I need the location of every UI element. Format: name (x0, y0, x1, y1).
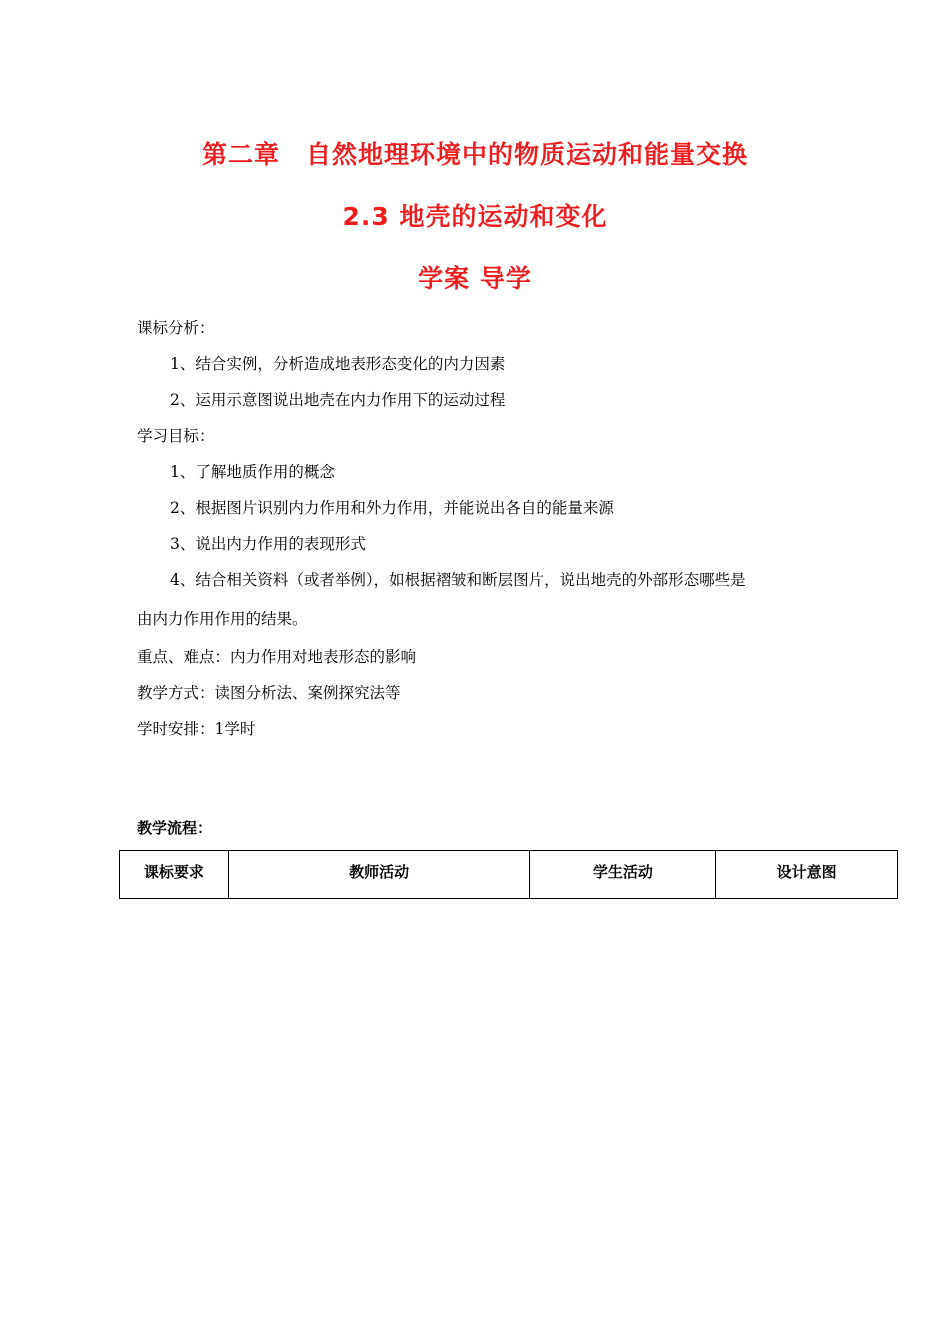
header-design-intent: 设计意图 (716, 851, 898, 899)
teaching-method: 教学方式：读图分析法、案例探究法等 (137, 684, 401, 702)
key-points: 重点、难点：内力作用对地表形态的影响 (137, 648, 417, 666)
subtitle: 学案 导学 (418, 264, 532, 293)
standards-heading: 课标分析： (137, 319, 215, 337)
header-student-activity: 学生活动 (530, 851, 716, 899)
chapter-title: 第二章 自然地理环境中的物质运动和能量交换 (201, 140, 748, 169)
header-teacher-activity: 教师活动 (228, 851, 530, 899)
schedule: 学时安排：1学时 (137, 720, 256, 738)
goal-item-3: 3、说出内力作用的表现形式 (170, 535, 366, 553)
goal-item-2: 2、根据图片识别内力作用和外力作用，并能说出各自的能量来源 (170, 499, 614, 517)
goal-item-4-continued: 由内力作用作用的结果。 (137, 610, 308, 628)
header-standards: 课标要求 (120, 851, 229, 899)
teaching-flow-table (119, 850, 898, 899)
section-title: 2.3 地壳的运动和变化 (342, 202, 608, 231)
goals-heading: 学习目标： (137, 427, 215, 445)
table-header-row (120, 851, 898, 899)
standard-item-1: 1、结合实例，分析造成地表形态变化的内力因素 (170, 355, 506, 373)
standard-item-2: 2、运用示意图说出地壳在内力作用下的运动过程 (170, 391, 506, 409)
goal-item-4: 4、结合相关资料（或者举例），如根据褶皱和断层图片，说出地壳的外部形态哪些是 (170, 571, 746, 589)
goal-item-1: 1、了解地质作用的概念 (170, 463, 335, 481)
flow-heading: 教学流程： (137, 819, 213, 837)
